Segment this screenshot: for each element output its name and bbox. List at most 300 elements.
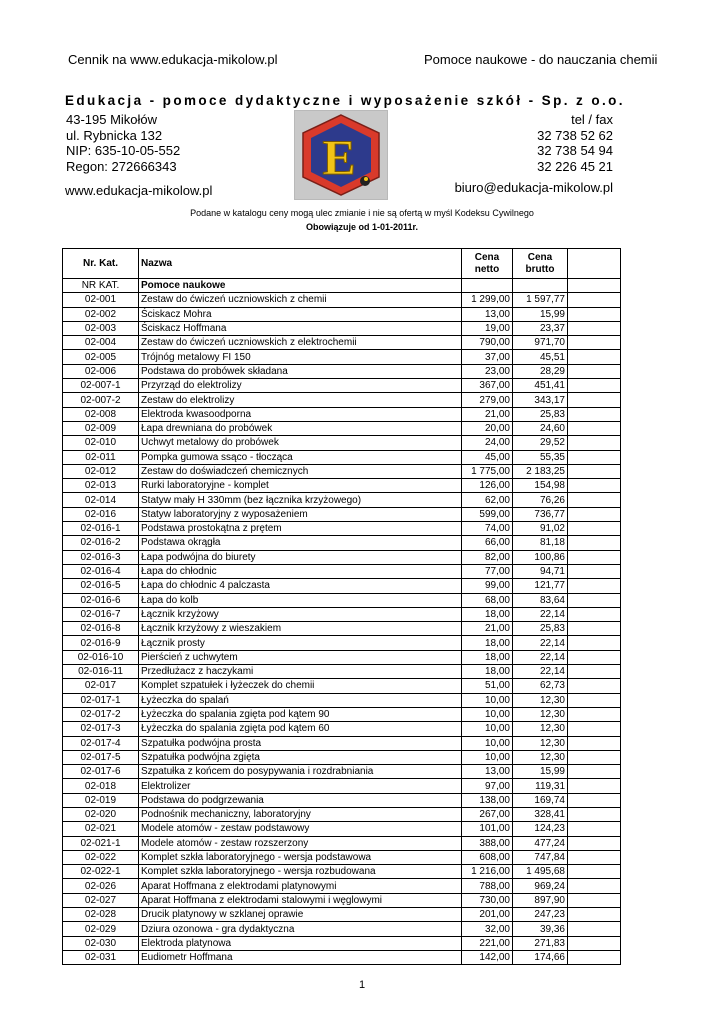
price-brutto: 22,14 (513, 650, 568, 664)
empty-cell (568, 793, 621, 807)
cat-number: 02-006 (63, 364, 139, 378)
price-netto: 279,00 (462, 393, 513, 407)
empty-cell (568, 822, 621, 836)
cat-number: 02-008 (63, 407, 139, 421)
price-brutto: 119,31 (513, 779, 568, 793)
empty-cell (568, 807, 621, 821)
price-brutto: 969,24 (513, 879, 568, 893)
price-netto: 21,00 (462, 622, 513, 636)
empty-cell (568, 536, 621, 550)
cat-number: 02-016-7 (63, 607, 139, 621)
price-brutto: 81,18 (513, 536, 568, 550)
cat-number: 02-029 (63, 922, 139, 936)
empty-cell (568, 922, 621, 936)
table-header-row (63, 249, 621, 279)
item-name: Rurki laboratoryjne - komplet (139, 479, 462, 493)
price-netto: 101,00 (462, 822, 513, 836)
price-netto: 77,00 (462, 564, 513, 578)
header-right: Pomoce naukowe - do nauczania chemii (424, 52, 658, 67)
table-row (63, 607, 621, 621)
price-brutto: 83,64 (513, 593, 568, 607)
item-name: Pompka gumowa ssąco - tłocząca (139, 450, 462, 464)
item-name: Zestaw do doświadczeń chemicznych (139, 464, 462, 478)
empty-cell (568, 321, 621, 335)
cat-number: 02-017-4 (63, 736, 139, 750)
price-brutto: 328,41 (513, 807, 568, 821)
table-row (63, 579, 621, 593)
price-netto: 21,00 (462, 407, 513, 421)
price-brutto: 100,86 (513, 550, 568, 564)
item-name: Podstawa okrągła (139, 536, 462, 550)
empty-cell (568, 279, 621, 293)
item-name: Komplet szpatułek i łyżeczek do chemii (139, 679, 462, 693)
table-row (63, 779, 621, 793)
item-name: Dziura ozonowa - gra dydaktyczna (139, 922, 462, 936)
regon: Regon: 272666343 (66, 158, 177, 174)
empty-cell (568, 379, 621, 393)
empty-cell (568, 665, 621, 679)
price-netto: 10,00 (462, 707, 513, 721)
empty-cell (568, 464, 621, 478)
empty-cell (568, 550, 621, 564)
price-netto: 201,00 (462, 908, 513, 922)
logo-icon (295, 111, 387, 199)
empty-cell (568, 564, 621, 578)
price-netto: 10,00 (462, 736, 513, 750)
empty-cell (568, 407, 621, 421)
table-row (63, 593, 621, 607)
table-row (63, 822, 621, 836)
item-name: Pierścień z uchwytem (139, 650, 462, 664)
cat-number: 02-020 (63, 807, 139, 821)
price-netto: 13,00 (462, 765, 513, 779)
price-brutto: 451,41 (513, 379, 568, 393)
empty-cell (568, 364, 621, 378)
item-name: Zestaw do elektrolizy (139, 393, 462, 407)
valid-from: Obowiązuje od 1-01-2011r. (305, 222, 419, 232)
empty-cell (568, 865, 621, 879)
price-netto: 62,00 (462, 493, 513, 507)
table-row (63, 493, 621, 507)
cat-number: 02-028 (63, 908, 139, 922)
item-name: Łapa do chłodnic 4 palczasta (139, 579, 462, 593)
price-brutto: 24,60 (513, 421, 568, 435)
table-row (63, 436, 621, 450)
table-row (63, 665, 621, 679)
item-name: Przedłużacz z haczykami (139, 665, 462, 679)
price-netto: 74,00 (462, 522, 513, 536)
cat-number: 02-017 (63, 679, 139, 693)
price-brutto: 22,14 (513, 665, 568, 679)
price-brutto: 15,99 (513, 765, 568, 779)
price-netto: 32,00 (462, 922, 513, 936)
section-row (63, 279, 621, 293)
col-header-brutto-label: Cena brutto (525, 251, 555, 275)
price-brutto: 154,98 (513, 479, 568, 493)
table-row (63, 622, 621, 636)
item-name: Szpatułka podwójna prosta (139, 736, 462, 750)
table-row (63, 321, 621, 335)
table-row (63, 507, 621, 521)
empty-cell (462, 279, 513, 293)
cat-number: 02-022 (63, 850, 139, 864)
item-name: Eudiometr Hoffmana (139, 950, 462, 964)
cat-number: 02-011 (63, 450, 139, 464)
table-row (63, 636, 621, 650)
cat-number: 02-017-3 (63, 722, 139, 736)
cat-number: 02-007-2 (63, 393, 139, 407)
price-brutto: 12,30 (513, 750, 568, 764)
price-netto: 138,00 (462, 793, 513, 807)
price-brutto: 15,99 (513, 307, 568, 321)
table-row (63, 922, 621, 936)
empty-cell (568, 707, 621, 721)
price-netto: 788,00 (462, 879, 513, 893)
price-brutto: 477,24 (513, 836, 568, 850)
empty-cell (568, 936, 621, 950)
svg-text:E: E (322, 129, 356, 185)
price-brutto: 174,66 (513, 950, 568, 964)
cat-number: 02-016-3 (63, 550, 139, 564)
item-name: Szpatułka podwójna zgięta (139, 750, 462, 764)
table-row (63, 479, 621, 493)
cat-number: 02-031 (63, 950, 139, 964)
item-name: Łapa drewniana do probówek (139, 421, 462, 435)
table-row (63, 765, 621, 779)
cat-number: 02-016-11 (63, 665, 139, 679)
nip: NIP: 635-10-05-552 (66, 143, 181, 158)
table-row (63, 950, 621, 964)
table-row (63, 750, 621, 764)
empty-cell (568, 622, 621, 636)
price-brutto: 28,29 (513, 364, 568, 378)
empty-cell (568, 293, 621, 307)
price-brutto: 897,90 (513, 893, 568, 907)
table-row (63, 936, 621, 950)
table-row (63, 908, 621, 922)
empty-cell (568, 693, 621, 707)
table-row (63, 807, 621, 821)
empty-cell (568, 522, 621, 536)
cat-number: 02-016-2 (63, 536, 139, 550)
empty-cell (568, 393, 621, 407)
empty-cell (568, 779, 621, 793)
price-netto: 24,00 (462, 436, 513, 450)
item-name: Łącznik prosty (139, 636, 462, 650)
empty-cell (568, 750, 621, 764)
empty-cell (568, 950, 621, 964)
price-brutto: 39,36 (513, 922, 568, 936)
empty-cell (568, 307, 621, 321)
price-netto: 99,00 (462, 579, 513, 593)
empty-cell (568, 336, 621, 350)
item-name: Trójnóg metalowy FI 150 (139, 350, 462, 364)
price-netto: 730,00 (462, 893, 513, 907)
col-header-empty (568, 249, 621, 279)
price-netto: 18,00 (462, 636, 513, 650)
cat-number: 02-016-8 (63, 622, 139, 636)
price-brutto: 124,23 (513, 822, 568, 836)
price-netto: 367,00 (462, 379, 513, 393)
table-row (63, 350, 621, 364)
email-link[interactable]: biuro@edukacja-mikolow.pl (454, 180, 613, 195)
item-name: Łyżeczka do spalania zgięta pod kątem 90 (139, 707, 462, 721)
cat-number: 02-004 (63, 336, 139, 350)
empty-cell (568, 850, 621, 864)
price-netto: 82,00 (462, 550, 513, 564)
company-logo (294, 110, 388, 200)
empty-cell (568, 650, 621, 664)
cat-number: 02-027 (63, 893, 139, 907)
table-row (63, 650, 621, 664)
price-netto: 97,00 (462, 779, 513, 793)
table-row (63, 293, 621, 307)
address-block (66, 112, 180, 174)
price-brutto: 55,35 (513, 450, 568, 464)
empty-cell (568, 736, 621, 750)
address-line: 43-195 Mikołów (66, 112, 158, 127)
price-brutto: 12,30 (513, 707, 568, 721)
price-netto: 19,00 (462, 321, 513, 335)
price-netto: 10,00 (462, 750, 513, 764)
price-brutto: 12,30 (513, 736, 568, 750)
price-netto: 608,00 (462, 850, 513, 864)
table-row (63, 850, 621, 864)
item-name: Zestaw do ćwiczeń uczniowskich z chemii (139, 293, 462, 307)
cat-number: 02-021-1 (63, 836, 139, 850)
item-name: Statyw mały H 330mm (bez łącznika krzyżowego) (139, 493, 462, 507)
table-row (63, 364, 621, 378)
price-netto: 388,00 (462, 836, 513, 850)
price-netto: 142,00 (462, 950, 513, 964)
item-name: Zestaw do ćwiczeń uczniowskich z elektrochemii (139, 336, 462, 350)
cat-number: 02-013 (63, 479, 139, 493)
price-brutto: 971,70 (513, 336, 568, 350)
table-row (63, 450, 621, 464)
cat-number: 02-016-5 (63, 579, 139, 593)
item-name: Podstawa do probówek składana (139, 364, 462, 378)
cat-number: 02-022-1 (63, 865, 139, 879)
price-brutto: 62,73 (513, 679, 568, 693)
cat-number: 02-014 (63, 493, 139, 507)
price-netto: 10,00 (462, 722, 513, 736)
table-row (63, 421, 621, 435)
cat-number: 02-021 (63, 822, 139, 836)
item-name: Ściskacz Mohra (139, 307, 462, 321)
price-brutto: 25,83 (513, 622, 568, 636)
item-name: Podstawa do podgrzewania (139, 793, 462, 807)
item-name: Komplet szkła laboratoryjnego - wersja podstawowa (139, 850, 462, 864)
price-notice: Podane w katalogu ceny mogą ulec zmianie i nie są ofertą w myśl Kodeksu Cywilnego (190, 208, 534, 218)
price-netto: 1 775,00 (462, 464, 513, 478)
price-netto: 23,00 (462, 364, 513, 378)
table-row (63, 336, 621, 350)
price-brutto: 29,52 (513, 436, 568, 450)
item-name: Komplet szkła laboratoryjnego - wersja rozbudowana (139, 865, 462, 879)
item-name: Łapa do kolb (139, 593, 462, 607)
price-brutto: 1 495,68 (513, 865, 568, 879)
item-name: Podstawa prostokątna z prętem (139, 522, 462, 536)
price-netto: 66,00 (462, 536, 513, 550)
cat-number: 02-002 (63, 307, 139, 321)
cat-number: 02-026 (63, 879, 139, 893)
price-brutto: 247,23 (513, 908, 568, 922)
cat-number: 02-016-9 (63, 636, 139, 650)
item-name: Łyżeczka do spalań (139, 693, 462, 707)
empty-cell (568, 507, 621, 521)
price-netto: 1 299,00 (462, 293, 513, 307)
price-brutto: 2 183,25 (513, 464, 568, 478)
item-name: Uchwyt metalowy do probówek (139, 436, 462, 450)
empty-cell (568, 908, 621, 922)
cat-number: 02-017-6 (63, 765, 139, 779)
table-row (63, 522, 621, 536)
price-netto: 45,00 (462, 450, 513, 464)
price-netto: 221,00 (462, 936, 513, 950)
price-netto: 51,00 (462, 679, 513, 693)
table-row (63, 893, 621, 907)
price-netto: 37,00 (462, 350, 513, 364)
cat-number: 02-009 (63, 421, 139, 435)
cat-number: 02-016-6 (63, 593, 139, 607)
table-row (63, 307, 621, 321)
item-name: Drucik platynowy w szklanej oprawie (139, 908, 462, 922)
item-name: Ściskacz Hoffmana (139, 321, 462, 335)
price-netto: 267,00 (462, 807, 513, 821)
address-line: ul. Rybnicka 132 (66, 127, 163, 143)
price-brutto: 169,74 (513, 793, 568, 807)
price-brutto: 22,14 (513, 636, 568, 650)
price-netto: 18,00 (462, 665, 513, 679)
price-netto: 20,00 (462, 421, 513, 435)
col-header-netto-label: Cena netto (474, 251, 500, 275)
item-name: Łapa podwójna do biurety (139, 550, 462, 564)
price-brutto: 22,14 (513, 607, 568, 621)
table-row (63, 379, 621, 393)
item-name: Przyrząd do elektrolizy (139, 379, 462, 393)
table-row (63, 865, 621, 879)
col-header-brutto (513, 249, 568, 279)
phone-number: 32 226 45 21 (537, 158, 613, 174)
empty-cell (568, 493, 621, 507)
price-netto: 18,00 (462, 607, 513, 621)
item-name: Modele atomów - zestaw rozszerzony (139, 836, 462, 850)
company-name: Edukacja - pomoce dydaktyczne i wyposażenie szkół - Sp. z o.o. (65, 93, 625, 108)
empty-cell (568, 607, 621, 621)
cat-number: 02-016 (63, 507, 139, 521)
table-row (63, 693, 621, 707)
empty-cell (568, 479, 621, 493)
item-name: Łapa do chłodnic (139, 564, 462, 578)
empty-cell (568, 636, 621, 650)
cat-number: 02-016-1 (63, 522, 139, 536)
col-header-nr: Nr. Kat. (63, 249, 139, 279)
price-netto: 599,00 (462, 507, 513, 521)
cat-number: 02-010 (63, 436, 139, 450)
col-header-name: Nazwa (139, 249, 462, 279)
cat-number: 02-003 (63, 321, 139, 335)
item-name: Modele atomów - zestaw podstawowy (139, 822, 462, 836)
tel-fax-label: tel / fax (571, 112, 613, 127)
price-brutto: 45,51 (513, 350, 568, 364)
empty-cell (568, 893, 621, 907)
item-name: Elektrolizer (139, 779, 462, 793)
section-nr: NR KAT. (63, 279, 139, 293)
empty-cell (568, 879, 621, 893)
price-brutto: 25,83 (513, 407, 568, 421)
cat-number: 02-019 (63, 793, 139, 807)
cat-number: 02-030 (63, 936, 139, 950)
item-name: Łyżeczka do spalania zgięta pod kątem 60 (139, 722, 462, 736)
price-brutto: 91,02 (513, 522, 568, 536)
cat-number: 02-001 (63, 293, 139, 307)
table-row (63, 836, 621, 850)
price-netto: 10,00 (462, 693, 513, 707)
empty-cell (568, 593, 621, 607)
cat-number: 02-017-2 (63, 707, 139, 721)
cat-number: 02-018 (63, 779, 139, 793)
price-brutto: 12,30 (513, 693, 568, 707)
empty-cell (568, 350, 621, 364)
cat-number: 02-016-4 (63, 564, 139, 578)
table-row (63, 736, 621, 750)
table-row (63, 564, 621, 578)
empty-cell (568, 679, 621, 693)
price-brutto: 23,37 (513, 321, 568, 335)
table-row (63, 879, 621, 893)
item-name: Podnośnik mechaniczny, laboratoryjny (139, 807, 462, 821)
table-row (63, 707, 621, 721)
cat-number: 02-016-10 (63, 650, 139, 664)
empty-cell (568, 421, 621, 435)
empty-cell (513, 279, 568, 293)
cat-number: 02-005 (63, 350, 139, 364)
empty-cell (568, 765, 621, 779)
table-row (63, 536, 621, 550)
item-name: Aparat Hoffmana z elektrodami stalowymi i węglowymi (139, 893, 462, 907)
price-brutto: 121,77 (513, 579, 568, 593)
item-name: Aparat Hoffmana z elektrodami platynowymi (139, 879, 462, 893)
item-name: Łącznik krzyżowy z wieszakiem (139, 622, 462, 636)
header-left: Cennik na www.edukacja-mikolow.pl (68, 52, 278, 67)
price-brutto: 343,17 (513, 393, 568, 407)
price-brutto: 1 597,77 (513, 293, 568, 307)
empty-cell (568, 450, 621, 464)
col-header-netto (462, 249, 513, 279)
empty-cell (568, 722, 621, 736)
website-link[interactable]: www.edukacja-mikolow.pl (65, 183, 213, 198)
price-brutto: 736,77 (513, 507, 568, 521)
page-number: 1 (358, 979, 366, 991)
table-row (63, 393, 621, 407)
table-row (63, 464, 621, 478)
table-row (63, 679, 621, 693)
empty-cell (568, 579, 621, 593)
section-name: Pomoce naukowe (139, 279, 462, 293)
empty-cell (568, 836, 621, 850)
item-name: Elektroda kwasoodporna (139, 407, 462, 421)
table-row (63, 722, 621, 736)
phone-number: 32 738 52 62 (537, 127, 613, 143)
price-netto: 790,00 (462, 336, 513, 350)
cat-number: 02-012 (63, 464, 139, 478)
price-netto: 1 216,00 (462, 865, 513, 879)
price-brutto: 747,84 (513, 850, 568, 864)
contact-block (537, 112, 613, 174)
table-row (63, 550, 621, 564)
item-name: Elektroda platynowa (139, 936, 462, 950)
price-netto: 68,00 (462, 593, 513, 607)
